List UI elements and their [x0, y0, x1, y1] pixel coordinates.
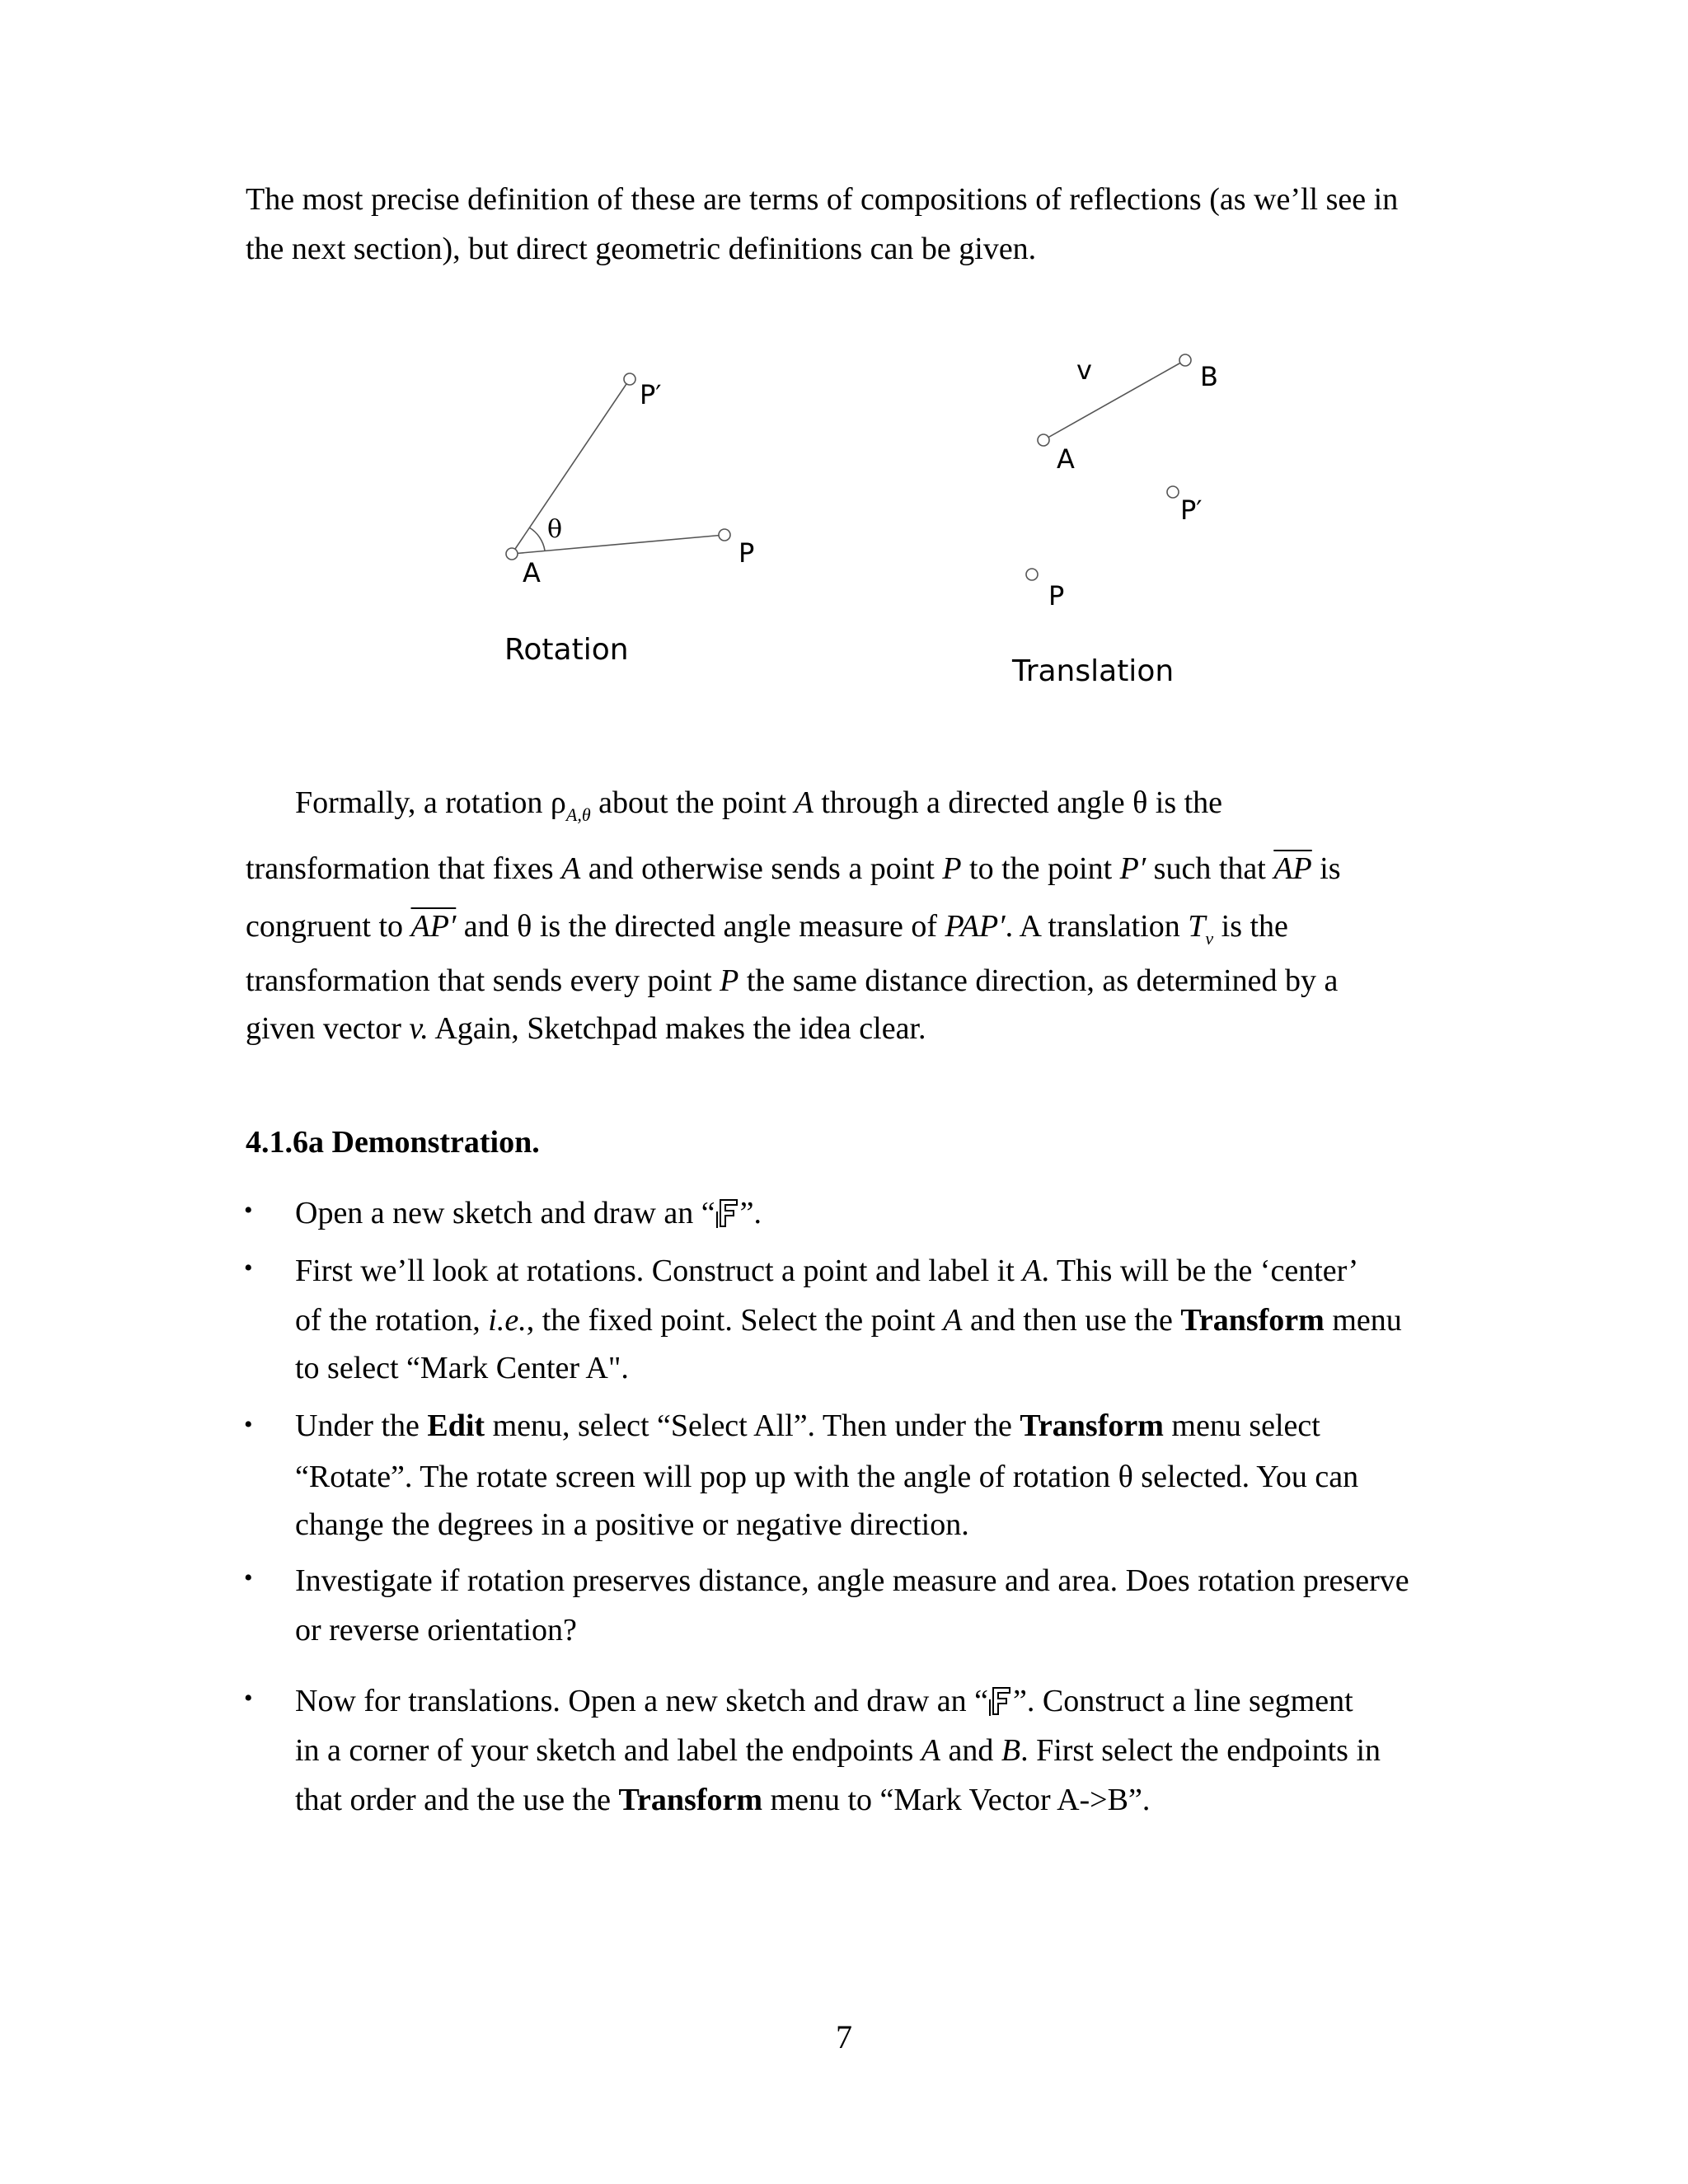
definition-line-2: transformation that fixes A and otherwise sends a point P to the point P′ such that $\overline{AP}$ is	[246, 851, 1341, 886]
definition-line-3: congruent to AP′ and θ is the directed angle measure of PAP′. A translation $T_v$ is the	[246, 909, 1288, 949]
bullet-3-line-1: Under the Edit menu, select “Select All”. Then under the Transform menu select	[295, 1408, 1320, 1443]
vector-A-B	[1043, 360, 1185, 440]
bullet-4-line-1: Investigate if rotation preserves distance, angle measure and area. Does rotation preserve	[295, 1563, 1409, 1598]
translation-label-v: v	[1076, 354, 1092, 386]
bullet-3-line-2: “Rotate”. The rotate screen will pop up with the angle of rotation θ selected. You can	[295, 1460, 1359, 1494]
point-A	[506, 548, 518, 560]
point-P-translation	[1026, 569, 1038, 580]
angle-PAPprime-notation: PAP′	[945, 909, 1006, 944]
f-glyph-icon	[715, 1197, 740, 1230]
bullet-marker: •	[244, 1685, 253, 1712]
rotation-caption: Rotation	[504, 633, 629, 667]
rotation-label-P: P	[738, 537, 755, 569]
transformation-figure	[0, 330, 1688, 725]
definition-line-1: Formally, a rotation $\rho_{A,\theta}$ about the point A through a directed angle θ is the	[295, 785, 1223, 825]
point-A-translation	[1038, 434, 1049, 446]
translation-caption: Translation	[1012, 654, 1175, 688]
bullet-marker: •	[244, 1564, 253, 1591]
rotation-label-Pprime: P′	[640, 379, 662, 410]
bullet-marker: •	[244, 1197, 253, 1224]
bullet-5-line-1: Now for translations. Open a new sketch and draw an “ ”. Construct a line segment	[295, 1684, 1353, 1718]
transform-menu-ref: Transform	[1020, 1408, 1164, 1443]
translation-label-B: B	[1200, 361, 1218, 392]
rho-symbol: ρ	[550, 785, 566, 820]
intro-line-1: The most precise definition of these are terms of compositions of reflections (as we’ll see in	[246, 182, 1399, 217]
rotation-label-A: A	[523, 557, 541, 588]
point-Pprime	[624, 373, 635, 385]
bullet-4-line-2: or reverse orientation?	[295, 1613, 577, 1647]
bullet-2-line-2: of the rotation, i.e., the fixed point. Select the point A and then use the Transform menu	[295, 1303, 1402, 1338]
f-glyph-icon	[988, 1685, 1013, 1718]
translation-label-P: P	[1048, 580, 1065, 612]
edit-menu-ref: Edit	[427, 1408, 485, 1443]
segment-APprime-notation: AP′	[410, 909, 457, 944]
bullet-2-line-3: to select “Mark Center A".	[295, 1351, 629, 1385]
angle-arc	[529, 527, 545, 551]
intro-line-2: the next section), but direct geometric definitions can be given.	[246, 232, 1037, 266]
section-heading: 4.1.6a Demonstration.	[246, 1125, 540, 1160]
point-Pprime-translation	[1167, 486, 1179, 498]
bullet-5-line-3: that order and the use the Transform menu to “Mark Vector A->B”.	[295, 1783, 1151, 1817]
bullet-5-line-2: in a corner of your sketch and label the endpoints A and B. First select the endpoints in	[295, 1733, 1381, 1768]
point-P	[719, 529, 730, 541]
bullet-marker: •	[244, 1254, 253, 1282]
rotation-label-theta: θ	[547, 515, 563, 544]
transform-menu-ref: Transform	[1180, 1303, 1325, 1338]
definition-line-4: transformation that sends every point P the same distance direction, as determined by a	[246, 963, 1339, 998]
translation-diagram	[1026, 354, 1191, 580]
translation-label-A: A	[1057, 443, 1075, 475]
bullet-marker: •	[244, 1411, 253, 1438]
segment-AP-notation: $\overline{AP}$	[1273, 851, 1312, 886]
point-B	[1179, 354, 1191, 366]
definition-line-5: given vector v. Again, Sketchpad makes the idea clear.	[246, 1011, 926, 1046]
translation-label-Pprime: P′	[1180, 494, 1203, 526]
rotation-diagram	[506, 373, 730, 560]
bullet-1: Open a new sketch and draw an “ ”.	[295, 1196, 762, 1230]
bullet-3-line-3: change the degrees in a positive or negative direction.	[295, 1507, 969, 1542]
page-number: 7	[836, 2018, 852, 2055]
transform-menu-ref: Transform	[618, 1783, 763, 1817]
bullet-2-line-1: First we’ll look at rotations. Construct a point and label it A. This will be the ‘center’	[295, 1254, 1359, 1288]
